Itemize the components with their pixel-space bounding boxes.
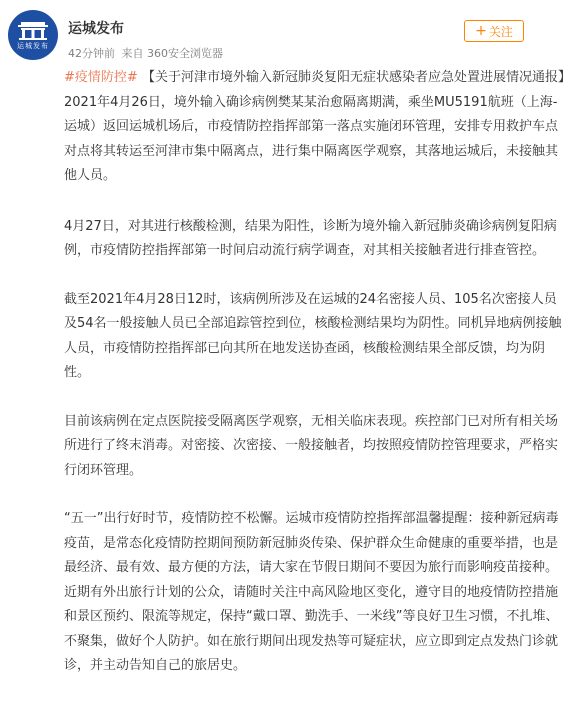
post-paragraph: 截至2021年4月28日12时，该病例所涉及在运城的24名密接人员、105名次密接人员及54名一般接触人员已全部追踪管控到位，核酸检测结果均为阴性。同机异地病例接触人员，市疫情防控指挥部已向其所在地发送协查函，核酸检测结果全部反馈，均为阴性。	[64, 291, 562, 380]
post-paragraph: 目前该病例在定点医院接受隔离医学观察，无相关临床表现。疾控部门已对所有相关场所进行了终末消毒。对密接、次密接、一般接触者，均按照疫情防控管理要求，严格实行闭环管理。	[64, 413, 559, 478]
post-meta	[68, 45, 226, 61]
city-gate-icon	[17, 22, 49, 40]
account-name[interactable]: 运城发布	[68, 21, 124, 37]
post-paragraph: “五一”出行好时节，疫情防控不松懈。运城市疫情防控指挥部温馨提醒：接种新冠病毒疫苗，是常态化疫情防控期间预防新冠肺炎传染、保护群众生命健康的重要举措，也是最经济、最有效、最方便的方法，请大家在节假日期间不要因为旅行而影响疫苗接种。近期有外出旅行计划的公众，请随时关注中高风险地区变化，遵守目的地疫情防控措施和景区预约、限流等规定，保持“戴口罩、勤洗手、一米线”等良好卫生习惯，不扎堆、不聚集，做好个人防护。如在旅行期间出现发热等可疑症状，应立即到定点发热门诊就诊，并主动告知自己的旅居史。	[64, 511, 559, 673]
hashtag-link[interactable]: #疫情防控#	[64, 70, 138, 85]
avatar-label: 运城发布	[17, 41, 49, 50]
follow-button[interactable]	[464, 20, 524, 42]
follow-label: 关注	[488, 24, 513, 39]
avatar[interactable]	[8, 10, 58, 60]
plus-icon: +	[475, 23, 487, 39]
post-source: 来自 360安全浏览器	[121, 47, 223, 60]
paragraph-text: 【关于河津市境外输入新冠肺炎复阳无症状感染者应急处置进展情况通报】2021年4月26日，境外输入确诊病例樊某某治愈隔离期满，乘坐MU5191航班（上海-运城）返回运城机场后，市疫情防控指挥部第一落点实施闭环管理，安排专用救护车点对点将其转运至河津市集中隔离点，进行集中隔离医学观察，其落地运城后，未接触其他人员。	[64, 70, 565, 183]
post-paragraph: 4月27日，对其进行核酸检测，结果为阳性，诊断为境外输入新冠肺炎确诊病例复阳病例，市疫情防控指挥部第一时间启动流行病学调查，对其相关接触者进行排查管控。	[64, 218, 557, 258]
post-content	[64, 66, 569, 703]
post-time[interactable]: 42分钟前	[68, 47, 115, 60]
post-paragraph	[64, 66, 569, 189]
